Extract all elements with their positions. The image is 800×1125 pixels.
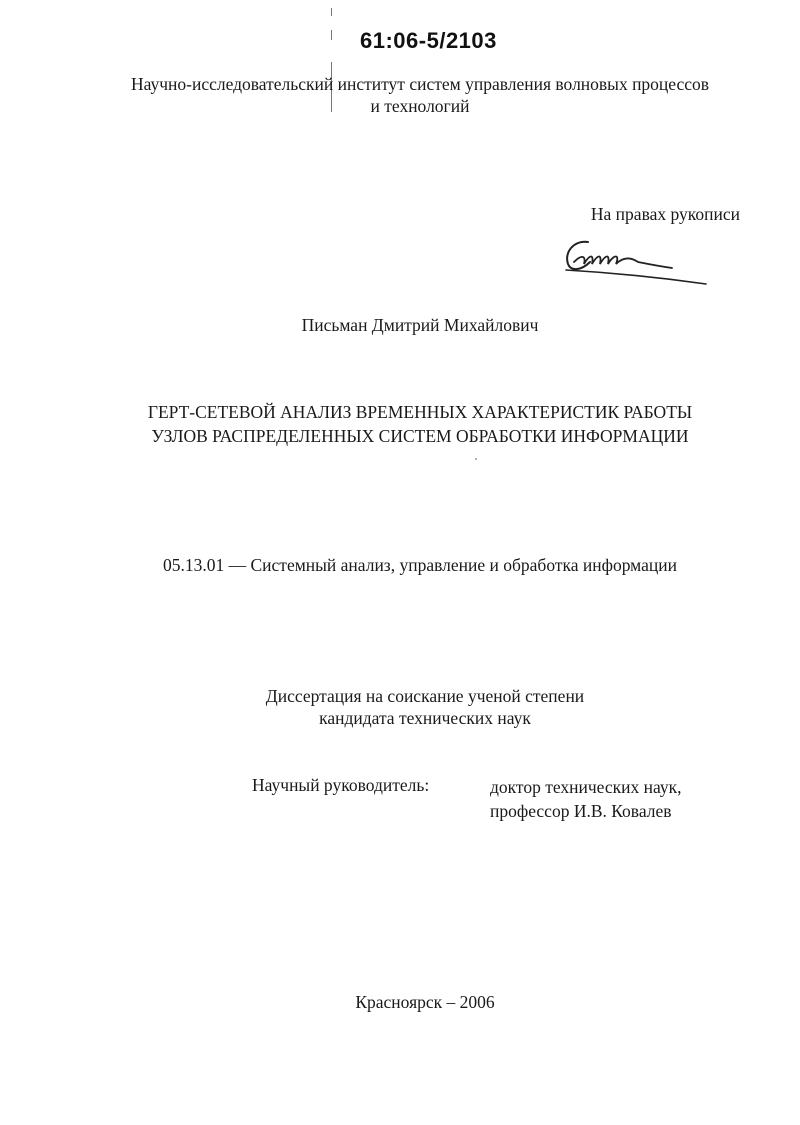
degree-statement [225, 685, 625, 729]
scan-speck [475, 458, 477, 460]
supervisor-details [490, 775, 682, 823]
fold-mark-top [331, 8, 332, 16]
city-year: Красноярск – 2006 [355, 992, 495, 1012]
author-name: Письман Дмитрий Михайлович [301, 315, 539, 335]
degree-line-2: кандидата технических наук [319, 708, 531, 728]
handwritten-signature [560, 232, 710, 288]
supervisor-line-1: доктор технических наук, [490, 777, 682, 797]
title-line-2: УЗЛОВ РАСПРЕДЕЛЕННЫХ СИСТЕМ ОБРАБОТКИ ИНФОРМАЦИИ [151, 426, 689, 446]
supervisor-label: Научный руководитель: [252, 775, 430, 795]
fold-mark-upper [331, 30, 332, 40]
specialty-code: 05.13.01 — Системный анализ, управление и обработка информации [163, 555, 677, 575]
institute-name [60, 73, 780, 117]
institute-line-1: Научно-исследовательский институт систем управления волновых процессов [130, 74, 710, 94]
degree-line-1: Диссертация на соискание ученой степени [265, 686, 585, 706]
supervisor-line-2: профессор И.В. Ковалев [490, 801, 672, 821]
manuscript-rights: На правах рукописи [590, 204, 740, 224]
registry-code: 61:06-5/2103 [360, 28, 497, 53]
dissertation-title [60, 400, 780, 448]
institute-line-2: и технологий [370, 96, 470, 116]
title-line-1: ГЕРТ-СЕТЕВОЙ АНАЛИЗ ВРЕМЕННЫХ ХАРАКТЕРИСТИК РАБОТЫ [147, 402, 693, 422]
